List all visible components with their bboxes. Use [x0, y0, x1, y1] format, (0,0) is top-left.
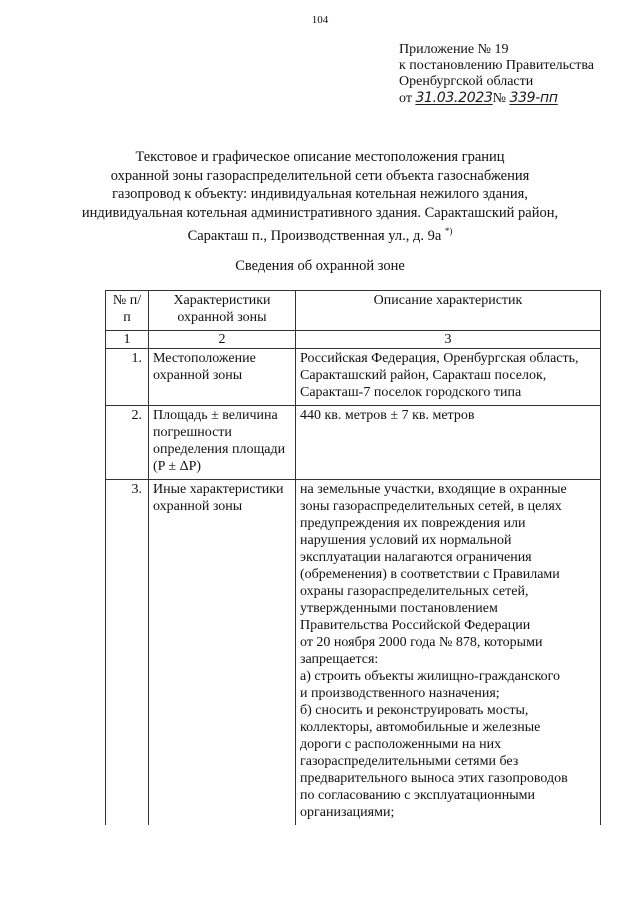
description-line: эксплуатации налагаются ограничения	[300, 550, 532, 565]
appendix-decree-ref: к постановлению Правительства	[399, 58, 595, 73]
section-subtitle: Сведения об охранной зоне	[235, 258, 405, 274]
header-characteristic: Характеристики охранной зоны	[149, 291, 296, 331]
description-line: организациями;	[300, 805, 395, 820]
appendix-block	[399, 42, 594, 107]
description-line: запрещается:	[300, 652, 379, 667]
protection-zone-table	[105, 290, 601, 825]
column-number: 1	[106, 331, 149, 349]
description-line: на земельные участки, входящие в охранные	[300, 482, 567, 497]
table-row	[106, 406, 601, 480]
description-line: по согласованию с эксплуатационными	[300, 788, 535, 803]
title-line: Саракташ п., Производственная ул., д. 9а	[187, 227, 442, 244]
description-line: зоны газораспределительных сетей, в целях	[300, 499, 562, 514]
description-line: коллекторы, автомобильные и железные	[300, 720, 541, 735]
description-line: дороги с расположенными на них	[300, 737, 502, 752]
row-number: 2.	[106, 406, 149, 480]
appendix-date-line	[399, 90, 594, 107]
appendix-from: от	[399, 91, 412, 106]
document-title	[80, 148, 560, 245]
header-number: № п/п	[106, 291, 149, 331]
title-line: охранной зоны газораспределительной сети объекта газоснабжения	[110, 167, 530, 184]
handwritten-number: 339-пп	[509, 90, 558, 106]
table-header-row	[106, 291, 601, 331]
description-line: а) строить объекты жилищно-гражданского	[300, 669, 560, 684]
description-line: газораспределительными сетями без	[300, 754, 519, 769]
description-line: охраны газораспределительных сетей,	[300, 584, 529, 599]
description-line: б) сносить и реконструировать мосты,	[300, 703, 529, 718]
header-description: Описание характеристик	[296, 291, 601, 331]
row-description: Российская Федерация, Оренбургская область, Саракташский район, Саракташ поселок, Саракташ-7 поселок городского типа	[296, 349, 601, 406]
description-line: Правительства Российской Федерации	[300, 618, 531, 633]
table-numbering-row	[106, 331, 601, 349]
row-number: 1.	[106, 349, 149, 406]
table-row	[106, 349, 601, 406]
description-line: нарушения условий их нормальной	[300, 533, 512, 548]
appendix-no-sign: №	[492, 91, 506, 106]
row-characteristic: Иные характеристики охранной зоны	[149, 480, 296, 826]
description-line: (обременения) в соответствии с Правилами	[300, 567, 560, 582]
footnote-mark: *)	[444, 226, 453, 236]
description-line: утвержденными постановлением	[300, 601, 498, 616]
description-line: предварительного выноса этих газопроводов	[300, 771, 568, 786]
column-number: 3	[296, 331, 601, 349]
page-number: 104	[311, 14, 329, 26]
title-line: газопровод к объекту: индивидуальная котельная нежилого здания,	[112, 186, 528, 202]
title-line: Текстовое и графическое описание местоположения границ	[135, 149, 505, 165]
row-description	[296, 480, 601, 826]
title-line-last	[80, 222, 560, 245]
row-number: 3.	[106, 480, 149, 826]
column-number: 2	[149, 331, 296, 349]
row-description: 440 кв. метров ± 7 кв. метров	[296, 406, 601, 480]
description-line: от 20 ноября 2000 года № 878, которыми	[300, 635, 543, 650]
table-row	[106, 480, 601, 826]
handwritten-date: 31.03.2023	[415, 90, 493, 106]
title-line: индивидуальная котельная административного здания. Саракташский район,	[81, 204, 559, 221]
appendix-region: Оренбургской области	[399, 74, 534, 89]
appendix-title: Приложение № 19	[399, 42, 509, 57]
row-characteristic: Площадь ± величина погрешности определения площади (P ± ΔP)	[149, 406, 296, 480]
description-line: предупреждения их повреждения или	[300, 516, 526, 531]
row-characteristic: Местоположение охранной зоны	[149, 349, 296, 406]
description-line: и производственного назначения;	[300, 686, 500, 701]
